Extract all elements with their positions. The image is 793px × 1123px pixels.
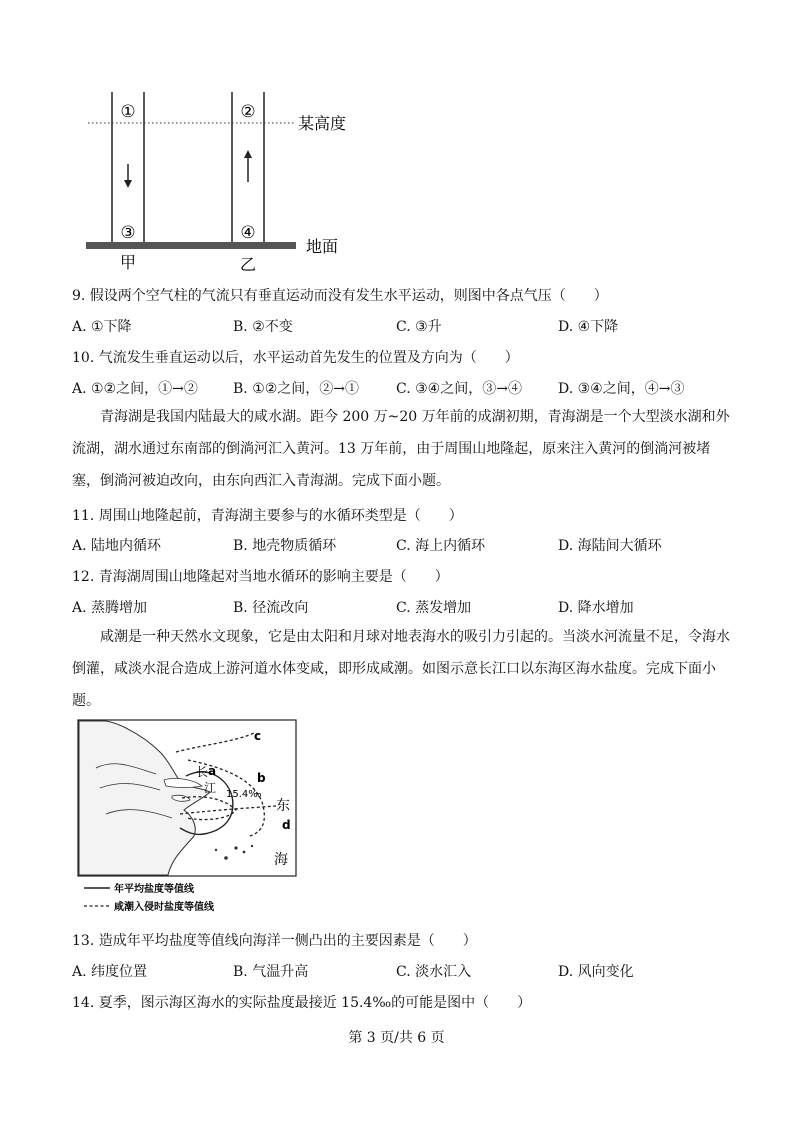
passage-saltwater-intrusion: 咸潮是一种天然水文现象，它是由太阳和月球对地表海水的吸引力引起的。当淡水河流量不足，令海水倒灌，咸淡水混合造成上游河道水体变咸，即形成咸潮。如图示意长江口以东海区海水盐度。完成下面小题。 xyxy=(72,629,730,709)
question-9-stem: 9. 假设两个空气柱的气流只有垂直运动而没有发生水平运动，则图中各点气压（ ） xyxy=(72,288,608,304)
height-label: 某高度 xyxy=(298,114,347,133)
question-12-stem: 12. 青海湖周围山地隆起对当地水循环的影响主要是（ ） xyxy=(72,569,449,585)
ground-bar xyxy=(86,242,296,249)
legend-solid-label: 年平均盐度等值线 xyxy=(114,884,194,895)
q12-option-c: C. 蒸发增加 xyxy=(396,600,472,616)
question-13-stem: 13. 造成年平均盐度等值线向海洋一侧凸出的主要因素是（ ） xyxy=(72,933,477,949)
point-1-label: ① xyxy=(120,102,136,122)
q9-option-a: A. ①下降 xyxy=(72,319,132,335)
q10-option-a: A. ①②之间，①→② xyxy=(72,381,198,397)
legend-dashed-label: 咸潮入侵时盐度等值线 xyxy=(114,902,214,913)
point-2-label: ② xyxy=(240,102,256,122)
q9-option-d: D. ④下降 xyxy=(558,319,619,335)
map-label-a: a xyxy=(208,764,217,778)
q11-option-d: D. 海陆间大循环 xyxy=(558,538,662,554)
passage-qinghai-lake: 青海湖是我国内陆最大的咸水湖。距今 200 万~20 万年前的成湖初期，青海湖是一个大型淡水湖和外流湖，湖水通过东南部的倒淌河汇入黄河。13 万年前，由于周围山地隆起，原来注入黄河的倒淌河被堵塞，倒淌河被迫改向，由东向西汇入青海湖。完成下面小题。 xyxy=(72,409,730,489)
jia-label: 甲 xyxy=(119,253,137,272)
salinity-value: 15.4‰ xyxy=(226,789,262,800)
q9-option-c: C. ③升 xyxy=(396,319,442,335)
q12-option-a: A. 蒸腾增加 xyxy=(72,600,148,616)
q13-option-d: D. 风向变化 xyxy=(558,964,634,980)
yi-label: 乙 xyxy=(239,255,257,274)
map-label-d: d xyxy=(282,818,291,832)
question-11-stem: 11. 周围山地隆起前，青海湖主要参与的水循环类型是（ ） xyxy=(72,508,463,524)
ground-label: 地面 xyxy=(306,237,339,256)
page-footer: 第 3 页/共 6 页 xyxy=(348,1030,445,1046)
q12-option-b: B. 径流改向 xyxy=(233,600,309,616)
q9-option-b: B. ②不变 xyxy=(233,319,293,335)
q10-option-b: B. ①②之间，②→① xyxy=(233,381,360,397)
map-label-c: c xyxy=(254,729,262,743)
q10-option-c: C. ③④之间，③→④ xyxy=(396,381,522,397)
q13-option-a: A. 纬度位置 xyxy=(72,964,148,980)
point-4-label: ④ xyxy=(240,223,256,243)
q13-option-b: B. 气温升高 xyxy=(233,964,309,980)
map-label-b: b xyxy=(257,771,266,785)
q11-option-b: B. 地壳物质循环 xyxy=(233,538,337,554)
sea-label-sea: 海 xyxy=(274,852,288,868)
question-14-stem: 14. 夏季，图示海区海水的实际盐度最接近 15.4‰的可能是图中（ ） xyxy=(72,995,532,1011)
q13-option-c: C. 淡水汇入 xyxy=(396,964,472,980)
salinity-map xyxy=(76,718,306,918)
river-char-1: 长 xyxy=(196,765,209,779)
q11-option-c: C. 海上内循环 xyxy=(396,538,486,554)
sea-label-east: 东 xyxy=(276,798,290,814)
river-char-2: 江 xyxy=(204,781,217,795)
q11-option-a: A. 陆地内循环 xyxy=(72,538,162,554)
point-3-label: ③ xyxy=(120,223,136,243)
air-column-diagram xyxy=(84,92,364,282)
q10-option-d: D. ③④之间，④→③ xyxy=(558,381,685,397)
q12-option-d: D. 降水增加 xyxy=(558,600,634,616)
question-10-stem: 10. 气流发生垂直运动以后，水平运动首先发生的位置及方向为（ ） xyxy=(72,350,519,366)
